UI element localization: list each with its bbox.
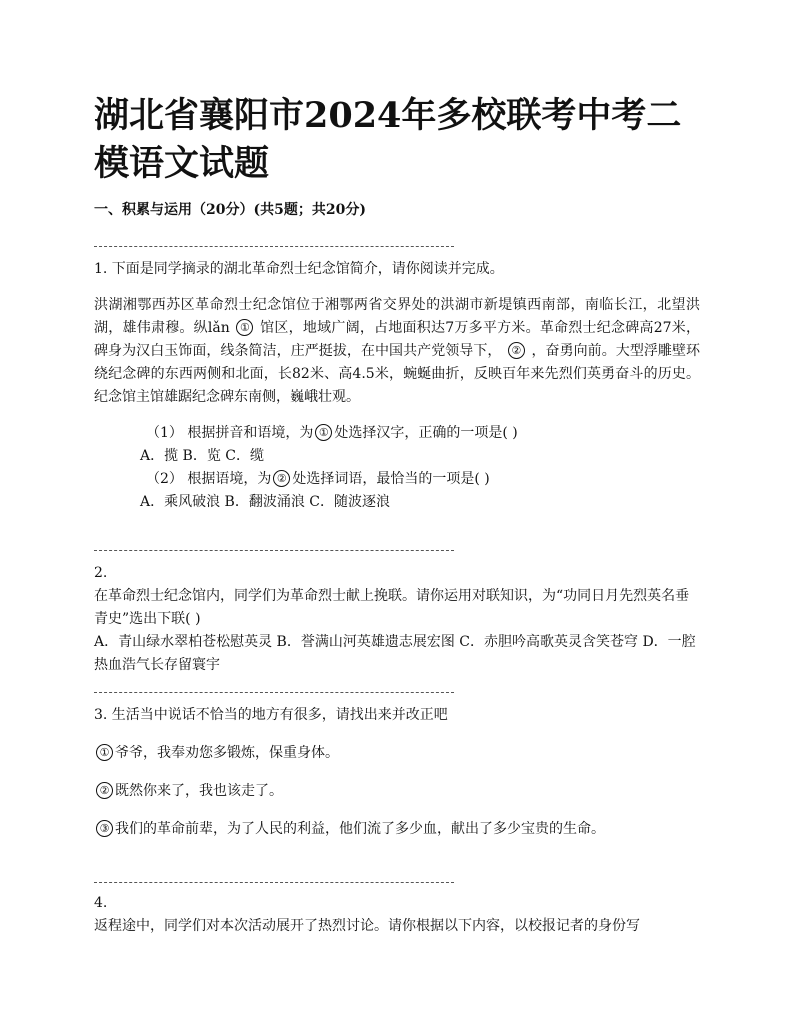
q4-block: [94, 892, 700, 938]
q4-stem: 返程途中，同学们对本次活动展开了热烈讨论。请你根据以下内容，以校报记者的身份写: [94, 918, 640, 934]
blank-marker-2-ref: ②: [273, 470, 290, 487]
q1-sub2-text-b: 处选择词语，最恰当的一项是( ): [292, 471, 490, 487]
separator-line: [94, 882, 454, 883]
blank-marker-2: ②: [508, 342, 525, 359]
q2-options: A．青山绿水翠柏苍松慰英灵 B．誉满山河英雄遗志展宏图 C．赤胆吟高歌英灵含笑苍穹 D．一腔热血浩气长存留寰宇: [94, 634, 696, 673]
q2-block: [94, 562, 700, 677]
q1-sub2-text-a: （2） 根据语境，为: [146, 471, 272, 487]
q3-item-2-text: 既然你来了，我也该走了。: [115, 783, 283, 799]
q3-item-3-text: 我们的革命前辈，为了人民的利益，他们流了多少血，献出了多少宝贵的生命。: [115, 821, 605, 837]
q4-number: 4.: [94, 895, 108, 911]
blank-marker-1-ref: ①: [315, 424, 332, 441]
q2-stem: 在革命烈士纪念馆内，同学们为革命烈士献上挽联。请你运用对联知识，为“功同日月先烈英名垂青史”选出下联( ): [94, 588, 690, 627]
q1-passage: [94, 294, 700, 409]
separator-line: [94, 692, 454, 693]
section-heading: 一、积累与运用（20分）(共5题；共20分): [94, 202, 366, 218]
q3-stem: 3. 生活当中说话不恰当的地方有很多，请找出来并改正吧: [94, 707, 448, 723]
q1-subquestions: [140, 422, 660, 514]
q1-passage-part-b: 馆区，地域广阔，占地面积达7万多平方米。革命烈士纪念碑高27米，碑身为汉白玉饰面，线条简洁，庄严挺拔，在中国共产党领导下，: [94, 320, 701, 359]
q3-item-2: [94, 780, 700, 803]
q3-item-1: [94, 742, 700, 765]
item-marker-2: ②: [96, 782, 113, 799]
q1-passage-part-c: ，奋勇向前。大型浮雕壁环绕纪念碑的东西两侧和北面，长82米、高4.5米，蜿蜒曲折，反映百年来先烈们英勇奋斗的历史。纪念馆主馆雄踞纪念碑东南侧，巍峨壮观。: [94, 343, 701, 405]
blank-marker-1: ①: [236, 319, 253, 336]
q1-sub2-options: A．乘风破浪 B．翻波涌浪 C．随波逐浪: [140, 494, 391, 510]
q1-sub1-options: A．揽 B．览 C．缆: [140, 448, 265, 464]
q1-sub1-text-b: 处选择汉字，正确的一项是( ): [334, 425, 518, 441]
q2-number: 2.: [94, 565, 108, 581]
q1-stem: 1. 下面是同学摘录的湖北革命烈士纪念馆简介，请你阅读并完成。: [94, 261, 504, 277]
q3-item-1-text: 爷爷，我奉劝您多锻炼，保重身体。: [115, 745, 339, 761]
q1-passage-part-a: 洪湖湘鄂西苏区革命烈士纪念馆位于湘鄂两省交界处的洪湖市新堤镇西南部，南临长江，北望洪湖，雄伟肃穆。纵lǎn: [94, 297, 700, 336]
separator-line: [94, 550, 454, 551]
item-marker-1: ①: [96, 744, 113, 761]
separator-line: [94, 246, 454, 247]
document-title: 湖北省襄阳市2024年多校联考中考二模语文试题: [94, 95, 682, 184]
q1-sub1-stem: [140, 422, 660, 445]
q1-sub1-text-a: （1） 根据拼音和语境，为: [146, 425, 314, 441]
q3-item-3: [94, 818, 700, 841]
item-marker-3: ③: [96, 820, 113, 837]
q1-sub2-stem: [140, 468, 660, 491]
